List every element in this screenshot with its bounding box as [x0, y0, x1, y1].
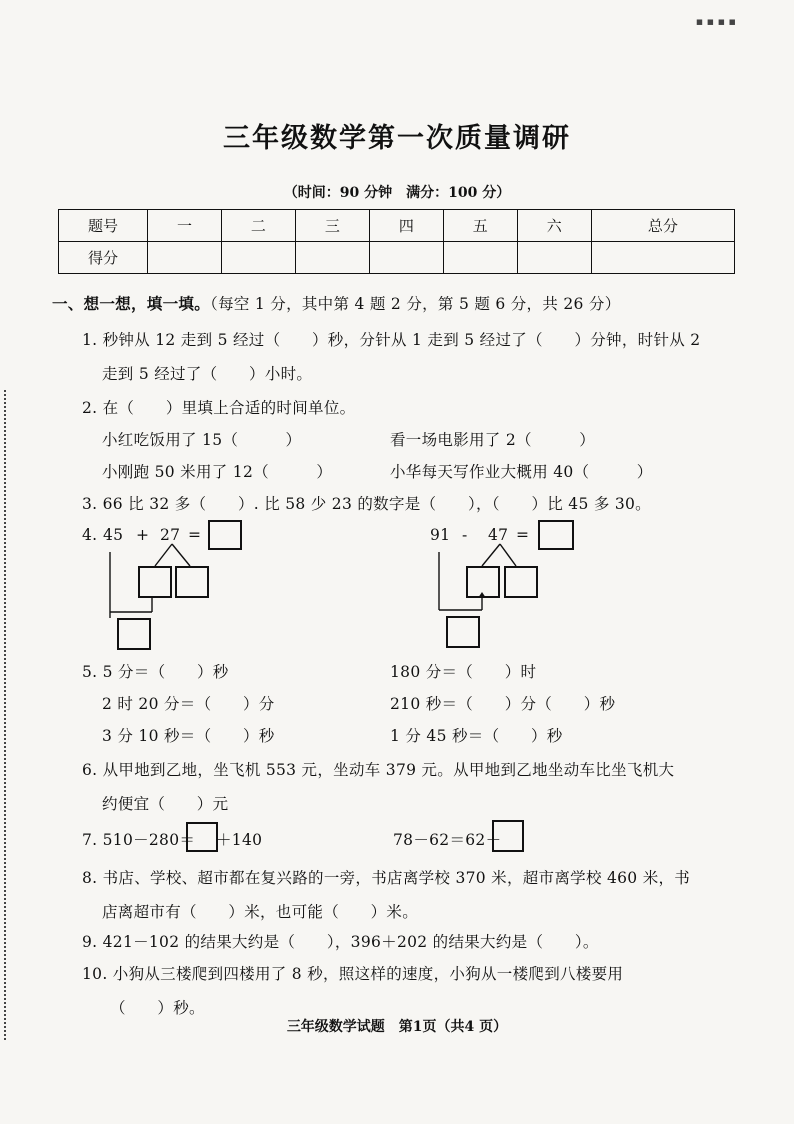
q7-left-answer-box[interactable]: [186, 822, 218, 852]
score-table-score-row: [59, 242, 735, 274]
q2-stem: 2. 在（ ）里填上合适的时间单位。: [82, 399, 356, 417]
score-field[interactable]: [591, 242, 734, 274]
score-field[interactable]: [148, 242, 222, 274]
q7-right-a: 78－62＝62－: [393, 831, 502, 849]
q7-left-b: ＋140: [216, 831, 263, 849]
q4-left-result-box[interactable]: [117, 618, 151, 650]
page-title: 三年级数学第一次质量调研: [223, 123, 571, 154]
table-cell: 总分: [591, 210, 734, 242]
section-1-header: [52, 292, 621, 314]
table-cell: 六: [517, 210, 591, 242]
q2-item-c: 小刚跑 50 米用了 12（ ）: [102, 463, 333, 481]
q5-item-c: 2 时 20 分＝（ ）分: [102, 695, 275, 713]
q9-text: 9. 421－102 的结果大约是（ ），396＋202 的结果大约是（ ）。: [82, 933, 599, 951]
score-field[interactable]: [443, 242, 517, 274]
q6-line2: 约便宜（ ）元: [102, 795, 229, 813]
q4-right-split-box-a[interactable]: [466, 566, 500, 598]
binding-margin-dots: [4, 390, 6, 1040]
score-table-header-row: [59, 210, 735, 242]
q5-item-d: 210 秒＝（ ）分（ ）秒: [390, 695, 616, 713]
q4-label: 4.: [82, 526, 98, 544]
q4-right-num-a: 91: [430, 526, 451, 544]
q4-left-num-a: 45: [103, 526, 124, 544]
q3-text: 3. 66 比 32 多（ ）. 比 58 少 23 的数字是（ ），（ ）比 45 多 30。: [82, 495, 651, 513]
q4-right-op: -: [462, 526, 468, 544]
table-cell: 五: [443, 210, 517, 242]
q4-right-eq: =: [516, 526, 530, 544]
table-cell: 二: [221, 210, 295, 242]
q4-right-result-box[interactable]: [446, 616, 480, 648]
section-note: （每空 1 分，其中第 4 题 2 分，第 5 题 6 分，共 26 分）: [210, 295, 621, 313]
q4-left-op: +: [136, 526, 150, 544]
q8-line2: 店离超市有（ ）米，也可能（ ）米。: [102, 903, 419, 921]
q10-line2: （ ）秒。: [110, 999, 205, 1017]
q5-item-b: 180 分＝（ ）时: [390, 663, 537, 681]
q1-line1: 1. 秒钟从 12 走到 5 经过（ ）秒，分针从 1 走到 5 经过了（ ）分钟，时针从 2: [82, 331, 701, 349]
q2-item-a: 小红吃饭用了 15（ ）: [102, 431, 302, 449]
score-field[interactable]: [295, 242, 369, 274]
corner-mark: ▪ ▪ ▪ ▪: [695, 15, 736, 28]
q2-item-b: 看一场电影用了 2（ ）: [390, 431, 595, 449]
table-cell: 四: [369, 210, 443, 242]
q6-line1: 6. 从甲地到乙地，坐飞机 553 元，坐动车 379 元。从甲地到乙地坐动车比坐飞机大: [82, 761, 675, 779]
q10-line1: 10. 小狗从三楼爬到四楼用了 8 秒，照这样的速度，小狗从一楼爬到八楼要用: [82, 965, 624, 983]
table-cell: 一: [148, 210, 222, 242]
q4-left-split-box-b[interactable]: [175, 566, 209, 598]
q2-item-d: 小华每天写作业大概用 40（ ）: [390, 463, 653, 481]
table-cell: 题号: [59, 210, 148, 242]
q4-left-split-box-a[interactable]: [138, 566, 172, 598]
score-field[interactable]: [221, 242, 295, 274]
q5-item-f: 1 分 45 秒＝（ ）秒: [390, 727, 563, 745]
q8-line1: 8. 书店、学校、超市都在复兴路的一旁，书店离学校 370 米，超市离学校 460 米，书: [82, 869, 691, 887]
table-cell: 得分: [59, 242, 148, 274]
q4-right-num-b: 47: [488, 526, 509, 544]
section-heading: 一、想一想，填一填。: [52, 294, 211, 313]
q4-right-split-box-b[interactable]: [504, 566, 538, 598]
q7-left-a: 7. 510－280＝: [82, 831, 196, 849]
score-table: [58, 209, 735, 274]
q5-item-e: 3 分 10 秒＝（ ）秒: [102, 727, 275, 745]
q7-right-answer-box[interactable]: [492, 820, 524, 852]
page-subtitle: （时间：90 分钟 满分：100 分）: [283, 185, 511, 201]
q5-item-a: 5. 5 分＝（ ）秒: [82, 663, 229, 681]
page-footer: 三年级数学试题 第1页（共4 页）: [286, 1019, 508, 1035]
score-field[interactable]: [369, 242, 443, 274]
q1-line2: 走到 5 经过了（ ）小时。: [102, 365, 313, 383]
q4-left-eq: =: [188, 526, 202, 544]
table-cell: 三: [295, 210, 369, 242]
q4-left-num-b: 27: [160, 526, 181, 544]
score-field[interactable]: [517, 242, 591, 274]
